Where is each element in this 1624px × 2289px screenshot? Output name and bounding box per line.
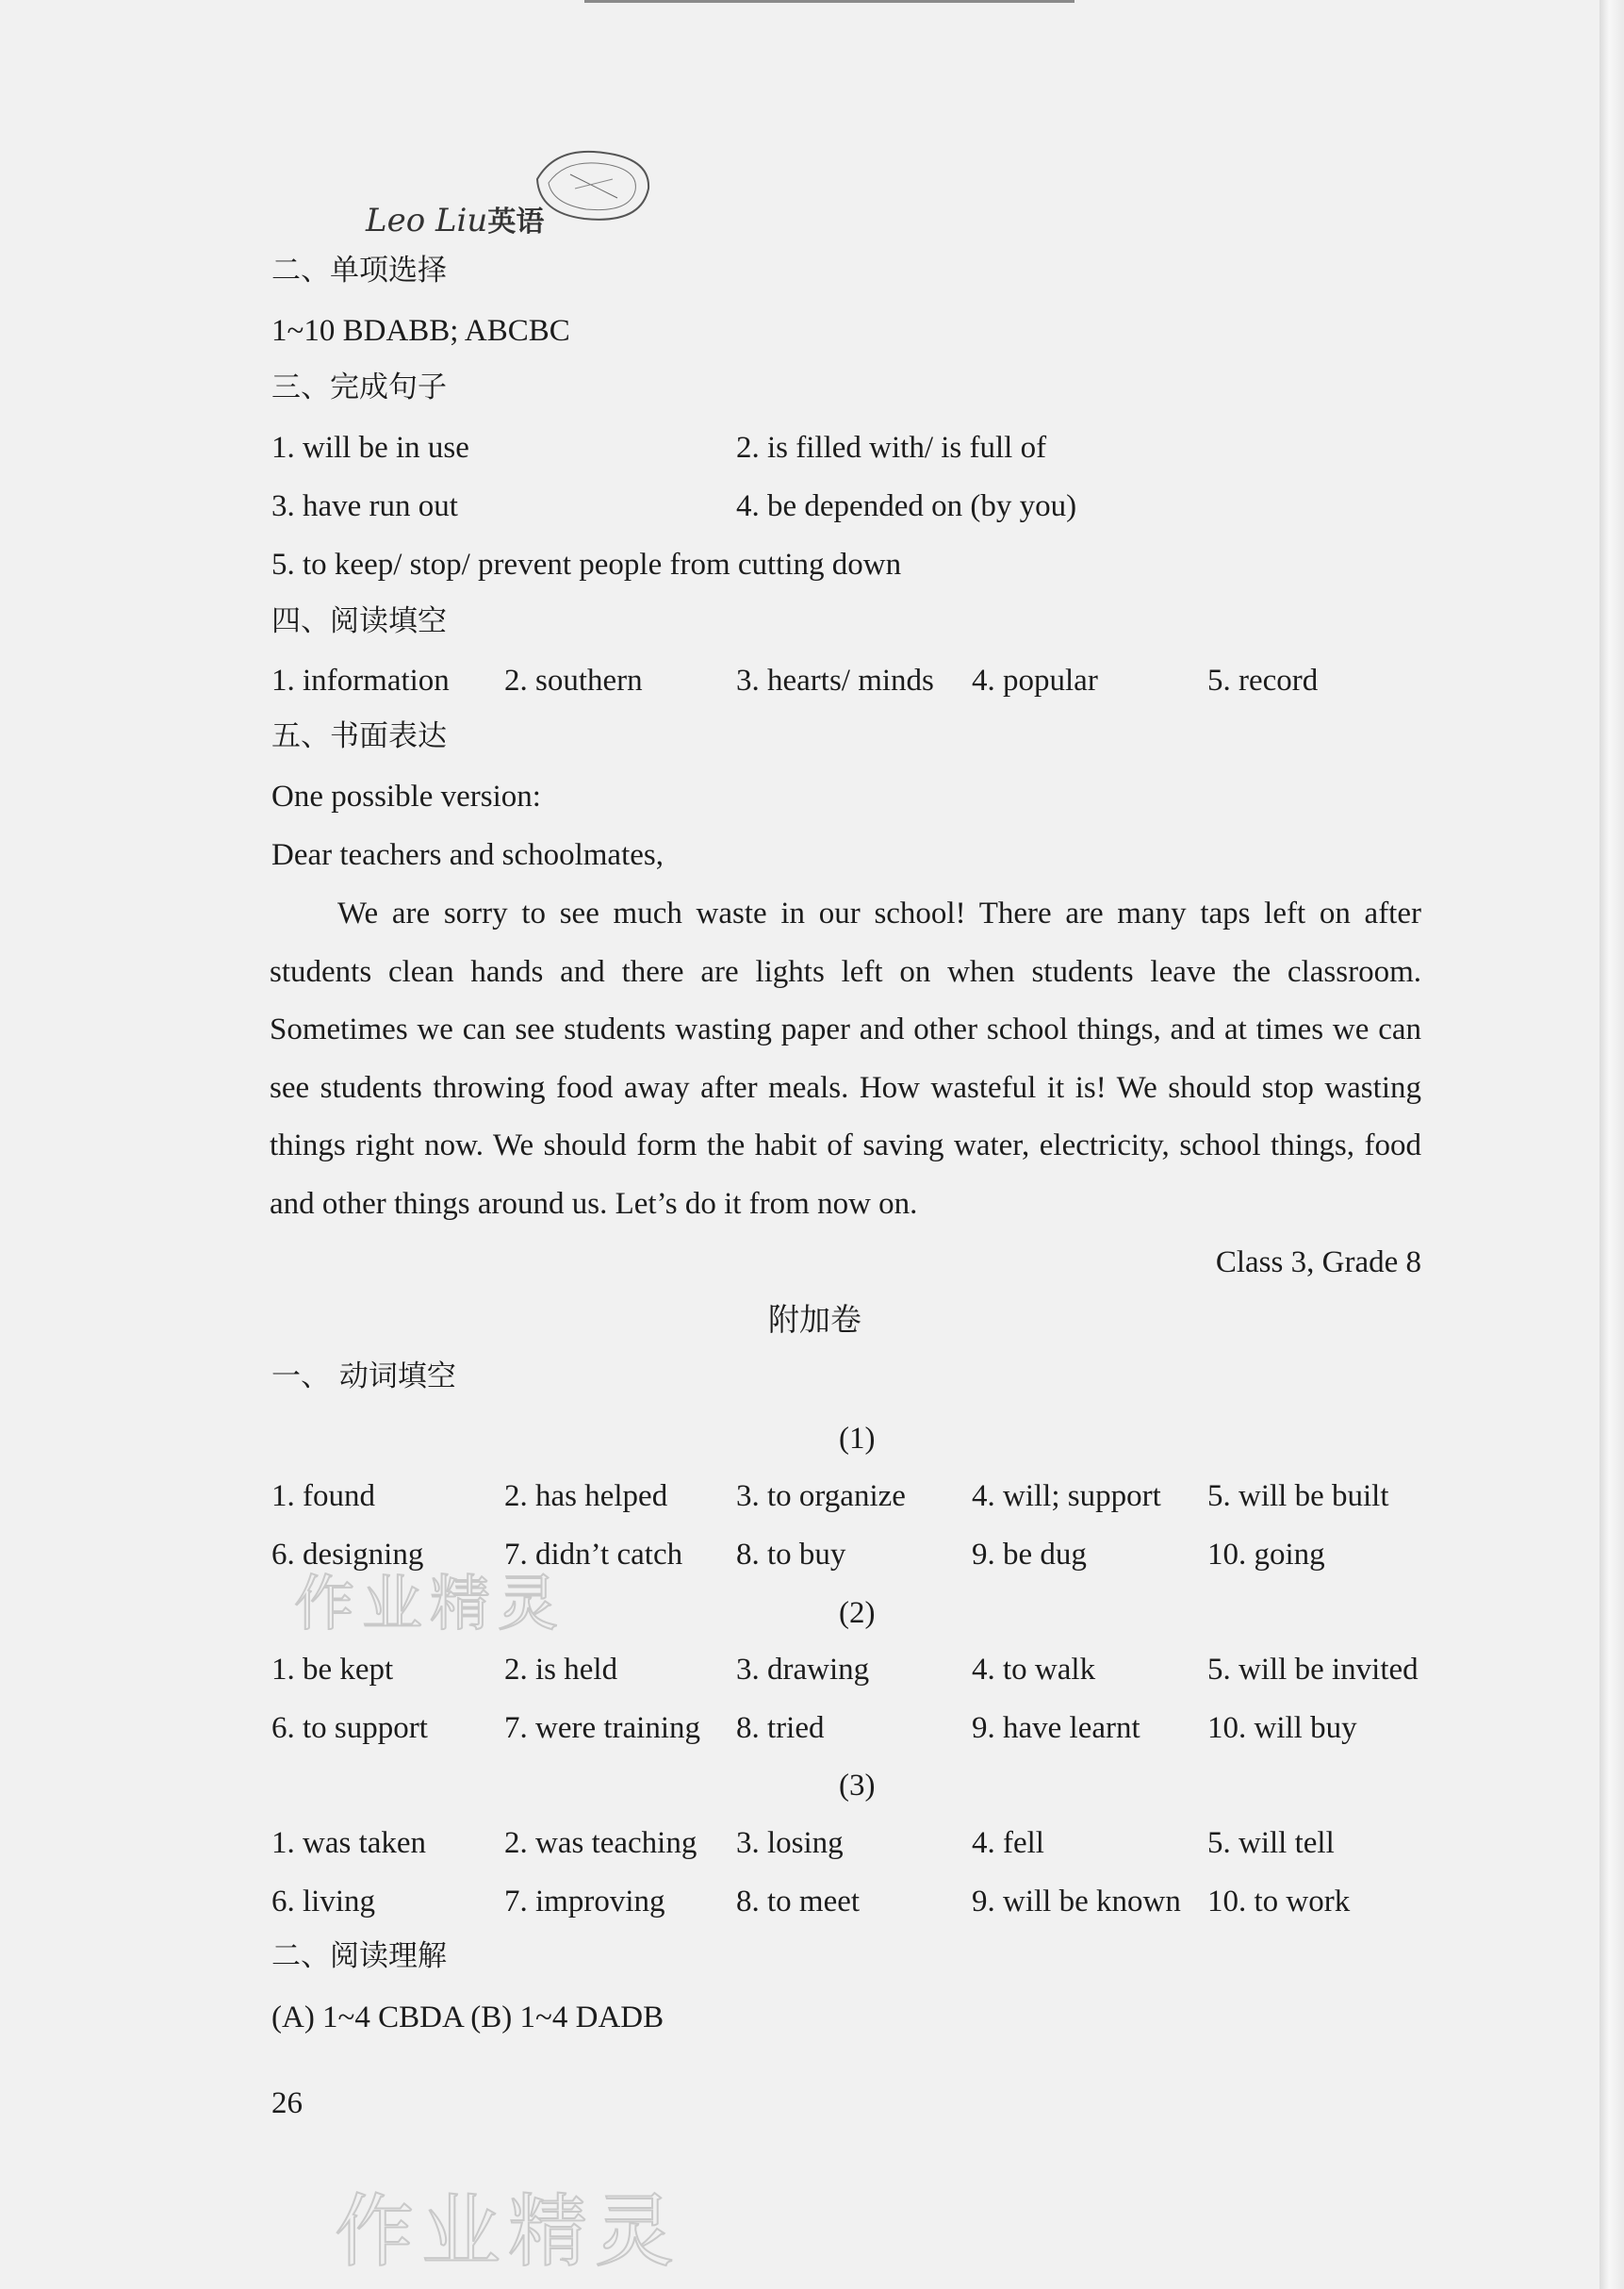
g1-r2-c2: 7. didn’t catch: [504, 1538, 683, 1572]
logo-script: Leo Liu: [366, 202, 488, 239]
watermark-bottom: 作业精灵: [335, 2185, 682, 2278]
g1-r1-c4: 4. will; support: [972, 1479, 1161, 1513]
s3-item-5: 5. to keep/ stop/ prevent people from cutting down: [271, 548, 902, 582]
g2-r1-c2: 2. is held: [504, 1653, 618, 1687]
g1-r1-c3: 3. to organize: [736, 1479, 906, 1513]
g3-r2-c3: 8. to meet: [736, 1885, 861, 1918]
section-2-title: 二、单项选择: [271, 254, 447, 288]
logo-chinese: 英语: [487, 206, 545, 239]
s4-item-1: 1. information: [271, 664, 450, 698]
extra-part-2-answer: (A) 1~4 CBDA (B) 1~4 DADB: [271, 2001, 664, 2034]
brand-logo: [366, 198, 544, 239]
g3-r2-c4: 9. will be known: [972, 1885, 1181, 1918]
s3-item-4: 4. be depended on (by you): [736, 489, 1077, 523]
g3-r1-c2: 2. was teaching: [504, 1826, 697, 1860]
g1-r2-c5: 10. going: [1207, 1538, 1325, 1572]
g3-r2-c5: 10. to work: [1207, 1885, 1351, 1918]
g1-r1-c1: 1. found: [271, 1479, 375, 1513]
g1-r1-c5: 5. will be built: [1207, 1479, 1389, 1513]
extra-part-2-title: 二、阅读理解: [271, 1939, 447, 1973]
section-3-title: 三、完成句子: [271, 371, 447, 404]
extra-part-1-title: 一、 动词填空: [271, 1359, 456, 1393]
section-4-title: 四、阅读填空: [271, 604, 447, 638]
s3-item-2: 2. is filled with/ is full of: [736, 431, 1047, 465]
page-edge-shadow: [1599, 0, 1624, 2289]
group-2-label: (2): [839, 1596, 876, 1630]
essay-body: [270, 885, 1421, 1234]
g2-r2-c5: 10. will buy: [1207, 1711, 1357, 1745]
section-2-answer: 1~10 BDABB; ABCBC: [271, 314, 570, 348]
g2-r1-c5: 5. will be invited: [1207, 1653, 1419, 1687]
g1-r2-c3: 8. to buy: [736, 1538, 846, 1572]
g3-r1-c1: 1. was taken: [271, 1826, 427, 1860]
g2-r1-c4: 4. to walk: [972, 1653, 1096, 1687]
page-number: 26: [271, 2086, 303, 2120]
s4-item-5: 5. record: [1207, 664, 1319, 698]
g1-r2-c4: 9. be dug: [972, 1538, 1087, 1572]
g2-r2-c4: 9. have learnt: [972, 1711, 1140, 1745]
s4-item-4: 4. popular: [972, 664, 1098, 698]
g3-r1-c5: 5. will tell: [1207, 1826, 1335, 1860]
g2-r2-c2: 7. were training: [504, 1711, 701, 1745]
s3-item-1: 1. will be in use: [271, 431, 469, 465]
scan-edge-line: [584, 0, 1074, 3]
section-5-title: 五、书面表达: [271, 719, 447, 753]
group-3-label: (3): [839, 1769, 876, 1803]
group-1-label: (1): [839, 1422, 876, 1456]
g3-r2-c2: 7. improving: [504, 1885, 665, 1918]
essay-intro: One possible version:: [271, 780, 541, 814]
s4-item-3: 3. hearts/ minds: [736, 664, 934, 698]
s4-item-2: 2. southern: [504, 664, 643, 698]
essay-paragraph: We are sorry to see much waste in our school! There are many taps left on after students clean hands and there are lights left on when students leave the classroom. Sometimes we can see students wasting paper and other school things, and at times we can see students throwing food away after meals. How wasteful it is! We should stop wasting things right now. We should form the habit of saving water, electricity, school things, food and other things around us. Let’s do it from now on.: [270, 897, 1421, 1221]
watermark-mid: 作业精灵: [294, 1570, 566, 1639]
essay-greeting: Dear teachers and schoolmates,: [271, 838, 664, 872]
g2-r1-c1: 1. be kept: [271, 1653, 394, 1687]
essay-signoff: Class 3, Grade 8: [1215, 1245, 1421, 1279]
g2-r1-c3: 3. drawing: [736, 1653, 870, 1687]
g2-r2-c1: 6. to support: [271, 1711, 428, 1745]
g1-r1-c2: 2. has helped: [504, 1479, 668, 1513]
stamp-icon: [528, 141, 660, 228]
g3-r1-c4: 4. fell: [972, 1826, 1044, 1860]
g1-r2-c1: 6. designing: [271, 1538, 424, 1572]
extra-paper-title: 附加卷: [768, 1301, 861, 1338]
g3-r2-c1: 6. living: [271, 1885, 376, 1918]
g2-r2-c3: 8. tried: [736, 1711, 825, 1745]
g3-r1-c3: 3. losing: [736, 1826, 844, 1860]
s3-item-3: 3. have run out: [271, 489, 458, 523]
